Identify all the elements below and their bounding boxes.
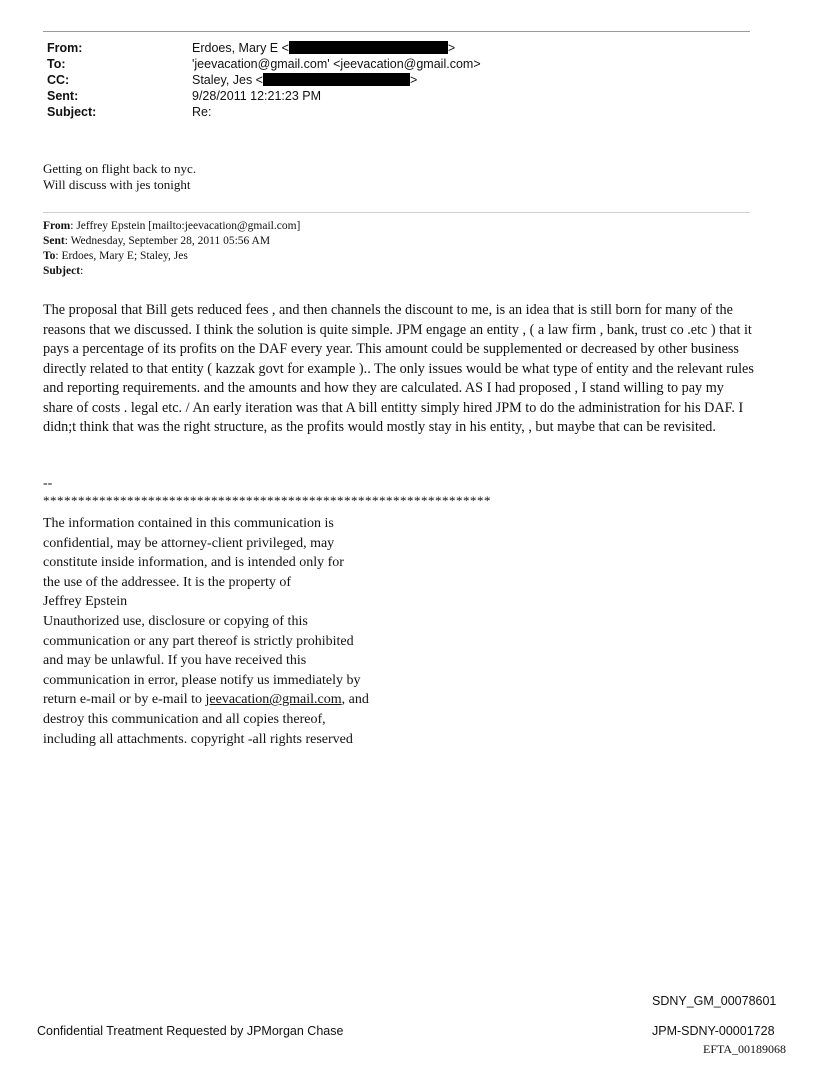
disclaimer-line: [43, 690, 369, 710]
top-divider: [43, 31, 750, 32]
sent-label: Sent:: [47, 89, 79, 103]
redaction-box: [263, 73, 410, 86]
orig-sent-value: : Wednesday, September 28, 2011 05:56 AM: [64, 235, 271, 247]
cc-label: CC:: [47, 73, 70, 87]
quoted-divider: [43, 212, 750, 213]
message-body: [43, 301, 755, 438]
orig-from-value: : Jeffrey Epstein [mailto:jeevacation@gmail.com]: [70, 220, 301, 232]
orig-to-value: : Erdoes, Mary E; Staley, Jes: [55, 250, 188, 262]
bates-number-sdny: SDNY_GM_00078601: [652, 994, 777, 1008]
efta-number: EFTA_00189068: [703, 1042, 787, 1056]
disclaimer-line: the use of the addressee. It is the property of: [43, 574, 292, 590]
confidential-footer: Confidential Treatment Requested by JPMorgan Chase: [37, 1024, 344, 1038]
disclaimer-line: The information contained in this communication is: [43, 516, 334, 531]
header-subject-row: [47, 104, 481, 120]
disclaimer-text: , and: [341, 692, 369, 708]
header-from-row: [47, 40, 481, 56]
subject-value: Re:: [192, 105, 212, 119]
redaction-box: [289, 41, 448, 54]
disclaimer-line: Jeffrey Epstein: [43, 594, 128, 610]
orig-subject-value: :: [80, 265, 84, 277]
reply-message: [43, 161, 196, 192]
header-to-row: [47, 56, 481, 72]
signature-stars: ****************************************************************: [43, 493, 491, 508]
orig-to-row: [43, 249, 300, 264]
disclaimer-line: communication or any part thereof is strictly prohibited: [43, 633, 354, 649]
email-link[interactable]: jeevacation@gmail.com: [205, 692, 342, 708]
disclaimer-line: constitute inside information, and is intended only for: [43, 555, 344, 571]
from-close: >: [447, 41, 456, 55]
orig-from-row: [43, 219, 300, 234]
signature-dashes: --: [43, 476, 53, 491]
disclaimer-line: confidential, may be attorney-client privileged, may: [43, 535, 335, 551]
disclaimer-text: return e-mail or by e-mail to: [43, 692, 206, 708]
cc-value: [192, 72, 417, 88]
subject-label: Subject:: [47, 105, 97, 119]
reply-line: Getting on flight back to nyc.: [43, 161, 197, 176]
sent-value: 9/28/2011 12:21:23 PM: [192, 89, 322, 103]
bates-number-jpm: JPM-SDNY-00001728: [652, 1024, 775, 1038]
orig-from-label: From: [43, 220, 71, 232]
confidentiality-disclaimer: [43, 514, 369, 749]
cc-name: Staley, Jes <: [192, 73, 263, 87]
to-value: 'jeevacation@gmail.com' <jeevacation@gmail.com>: [192, 57, 481, 71]
disclaimer-line: communication in error, please notify us immediately by: [43, 672, 361, 688]
from-value: [192, 40, 455, 56]
orig-sent-label: Sent: [43, 235, 65, 247]
reply-line: Will discuss with jes tonight: [43, 176, 191, 192]
to-label: To:: [47, 57, 66, 71]
orig-to-label: To: [43, 250, 56, 262]
disclaimer-line: and may be unlawful. If you have received this: [43, 653, 307, 669]
body-paragraph: The proposal that Bill gets reduced fees , and then channels the discount to me, is an idea that is still born for many of the reasons that we discussed. I think the solution is quite simple. JPM engage an entity , ( a law firm , bank, trust co .etc ) that it pays a percentage of its profits on the DAF every year. This amount could be supplemented or decreased by other business directly related to that entity ( kazzak govt for example ).. The only issues would be what type of entity and the relevant rules and reporting requirements. and the amounts and how they are calculated. AS I had proposed , I stand willing to pay my share of costs . legal etc. / An early iteration was that A bill entitty simply hired JPM to do the administration for his DAF. I didn;t think that was the right structure, as the profits would mostly stay in his entity, , but maybe that can be revisited.: [43, 302, 754, 435]
disclaimer-line: Unauthorized use, disclosure or copying of this: [43, 613, 308, 629]
disclaimer-line: including all attachments. copyright -all rights reserved: [43, 731, 353, 747]
from-name: Erdoes, Mary E <: [192, 41, 289, 55]
orig-subject-row: [43, 264, 300, 279]
cc-close: >: [409, 73, 418, 87]
from-label: From:: [47, 41, 83, 55]
email-header: [47, 40, 481, 120]
original-message-header: [43, 219, 300, 279]
header-sent-row: [47, 88, 481, 104]
header-cc-row: [47, 72, 481, 88]
orig-subject-label: Subject: [43, 265, 81, 277]
disclaimer-line: destroy this communication and all copies thereof,: [43, 711, 326, 727]
orig-sent-row: [43, 234, 300, 249]
